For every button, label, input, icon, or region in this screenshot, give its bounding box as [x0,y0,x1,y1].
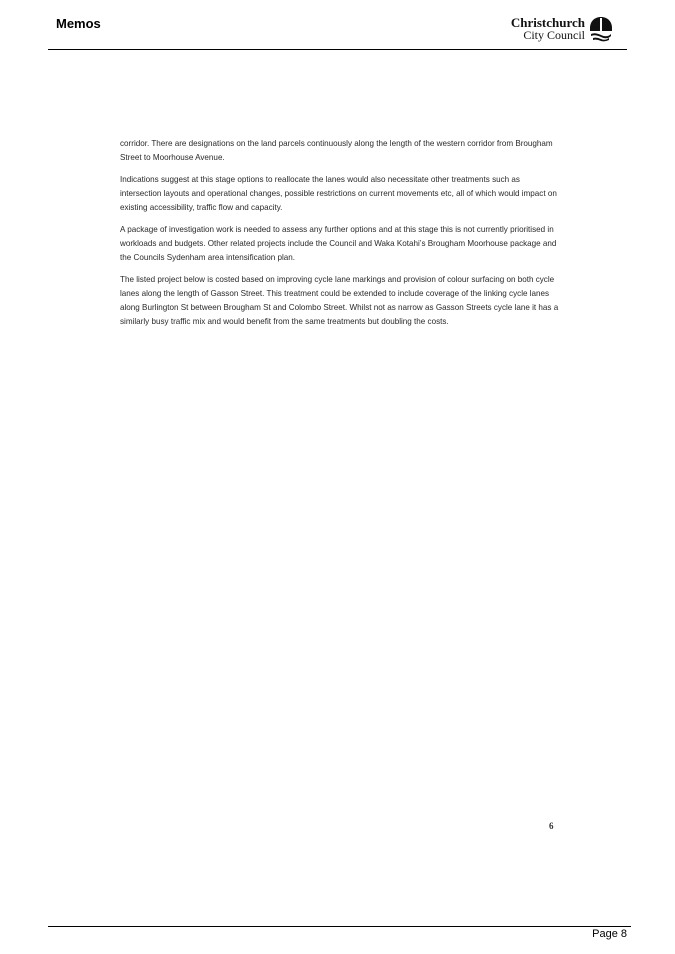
paragraph-4: The listed project below is costed based on improving cycle lane markings and provision of colour surfacing on both cycle lanes along the length of Gasson Street. This treatment could be extended to include coverage of the linking cycle lanes along Burlington St between Brougham St and Colombo Street. Whilst not as narrow as Gasson Streets cycle lane it has a similarly busy traffic mix and would benefit from the same treatments but doubling the costs. [120,275,559,326]
cathedral-emblem-icon [589,16,613,42]
memo-body [120,137,560,337]
paragraph-1: corridor. There are designations on the land parcels continuously along the length of the western corridor from Brougham Street to Moorhouse Avenue. [120,139,553,162]
logo-line1: Christchurch [510,15,585,30]
footer-page-number: Page 8 [592,928,627,940]
inner-page-number: 6 [549,821,554,831]
footer-divider [48,926,631,927]
logo-text [511,17,585,41]
paragraph-3: A package of investigation work is needed to assess any further options and at this stage this is not currently prioritised in workloads and budgets. Other related projects include the Council and Waka Kotahi’s Brougham Moorhouse package and the Councils Sydenham area intensification plan. [120,225,557,262]
council-logo [511,16,613,42]
paragraph-2: Indications suggest at this stage options to reallocate the lanes would also necessitate other treatments such as intersection layouts and operational changes, possible restrictions on current movements etc, all of which would impact on existing accessibility, traffic flow and capacity. [120,175,557,212]
logo-line2: City Council [523,28,585,42]
header-title: Memos [56,16,101,31]
header-divider [48,49,627,50]
